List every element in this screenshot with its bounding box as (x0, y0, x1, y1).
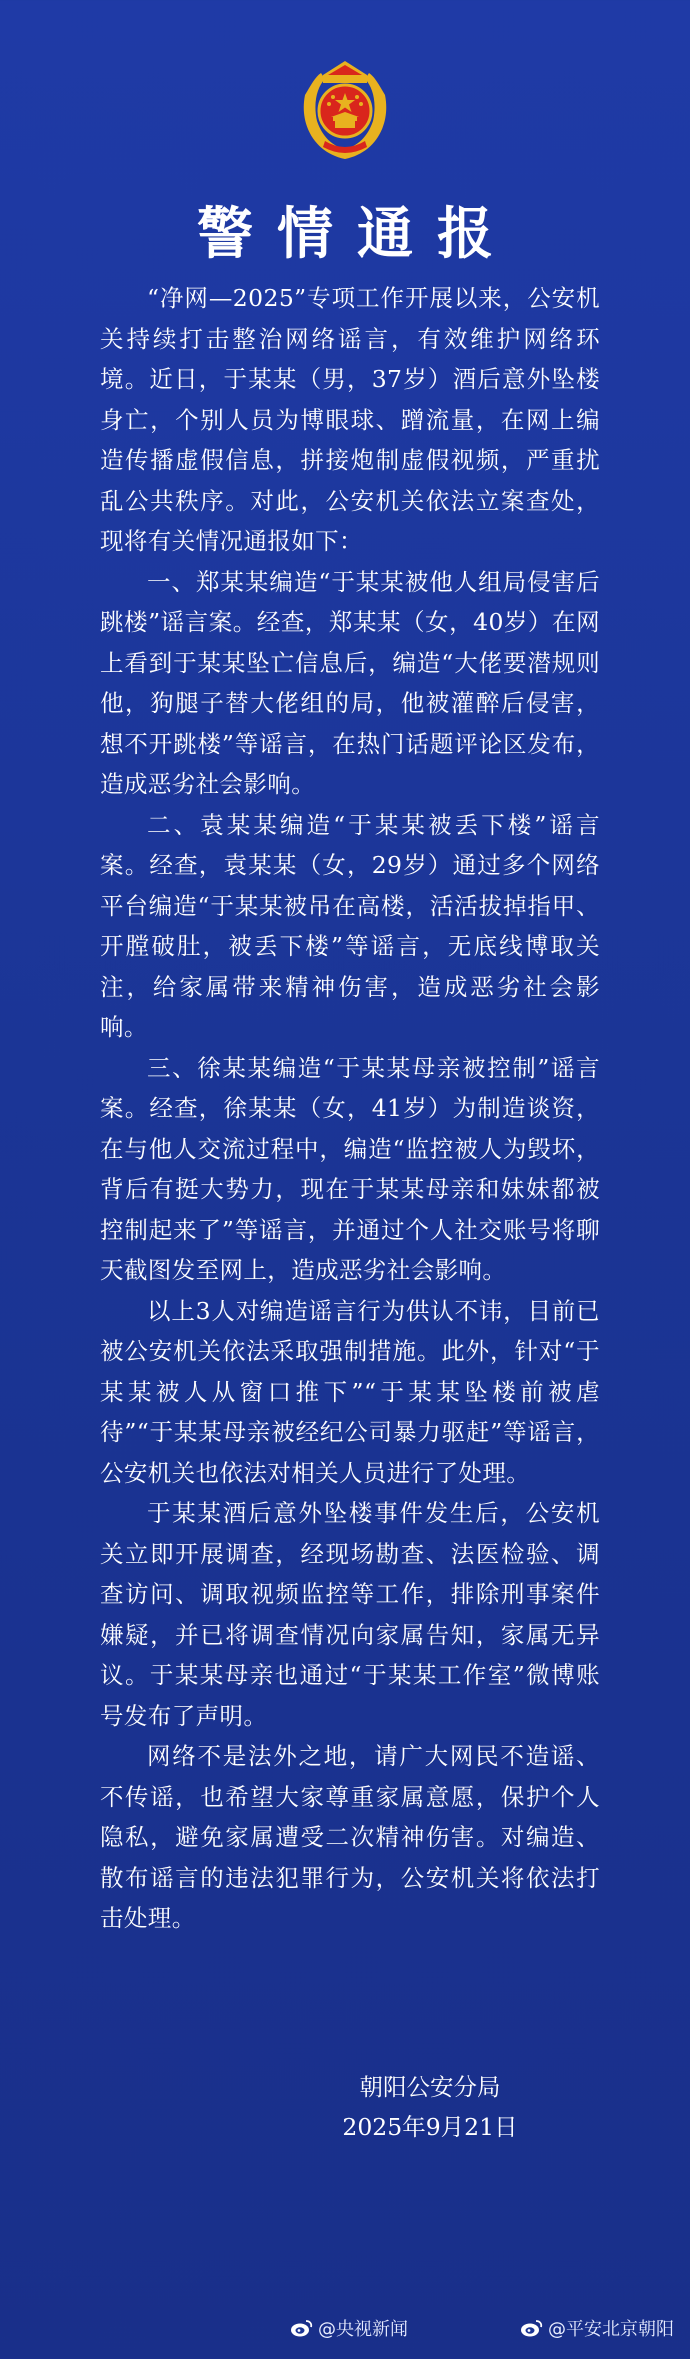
case-1-paragraph: 一、郑某某编造“于某某被他人组局侵害后跳楼”谣言案。经查，郑某某（女，40岁）在网上看到于某某坠亡信息后，编造“大佬要潜规则他，狗腿子替大佬组的局，他被灌醉后侵害，想不开跳楼”等谣言，在热门话题评论区发布，造成恶劣社会影响。 (100, 567, 600, 798)
signature-date: 2025年9月21日 (342, 2113, 518, 2141)
notice-body (100, 278, 600, 1939)
case-3-paragraph: 三、徐某某编造“于某某母亲被控制”谣言案。经查，徐某某（女，41岁）为制造谈资，在与他人交流过程中，编造“监控被人为毁坏，背后有挺大势力，现在于某某母亲和妹妹都被控制起来了”等谣言，并通过个人社交账号将聊天截图发至网上，造成恶劣社会影响。 (100, 1053, 600, 1284)
warning-paragraph: 网络不是法外之地，请广大网民不造谣、不传谣，也希望大家尊重家属意愿，保护个人隐私，避免家属遭受二次精神伤害。对编造、散布谣言的违法犯罪行为，公安机关将依法打击处理。 (100, 1742, 600, 1932)
police-emblem-icon (295, 55, 395, 163)
watermark-label: @央视新闻 (318, 2319, 408, 2340)
watermark-cctv (290, 2315, 408, 2341)
watermark-pingan (520, 2315, 674, 2341)
watermark-label: @平安北京朝阳 (548, 2319, 674, 2340)
weibo-icon (290, 2318, 314, 2338)
intro-paragraph: “净网—2025”专项工作开展以来，公安机关持续打击整治网络谣言，有效维护网络环境。近日，于某某（男，37岁）酒后意外坠楼身亡，个别人员为博眼球、蹭流量，在网上编造传播虚假信息，拼接炮制虚假视频，严重扰乱公共秩序。对此，公安机关依法立案查处，现将有关情况通报如下： (100, 284, 600, 555)
weibo-icon (520, 2318, 544, 2338)
signature-org: 朝阳公安分局 (359, 2073, 501, 2101)
summary-paragraph: 以上3人对编造谣言行为供认不讳，目前已被公安机关依法采取强制措施。此外，针对“于某某被人从窗口推下”“于某某坠楼前被虐待”“于某某母亲被经纪公司暴力驱赶”等谣言，公安机关也依法对相关人员进行了处理。 (100, 1296, 600, 1487)
investigation-paragraph: 于某某酒后意外坠楼事件发生后，公安机关立即开展调查，经现场勘查、法医检验、调查访问、调取视频监控等工作，排除刑事案件嫌疑，并已将调查情况向家属告知，家属无异议。于某某母亲也通过“于某某工作室”微博账号发布了声明。 (100, 1499, 600, 1730)
case-2-paragraph: 二、袁某某编造“于某某被丢下楼”谣言案。经查，袁某某（女，29岁）通过多个网络平台编造“于某某被吊在高楼，活活拔掉指甲、开膛破肚，被丢下楼”等谣言，无底线博取关注，给家属带来精神伤害，造成恶劣社会影响。 (100, 810, 600, 1041)
watermark-bar (0, 2315, 690, 2351)
page-title: 警情通报 (197, 202, 517, 267)
